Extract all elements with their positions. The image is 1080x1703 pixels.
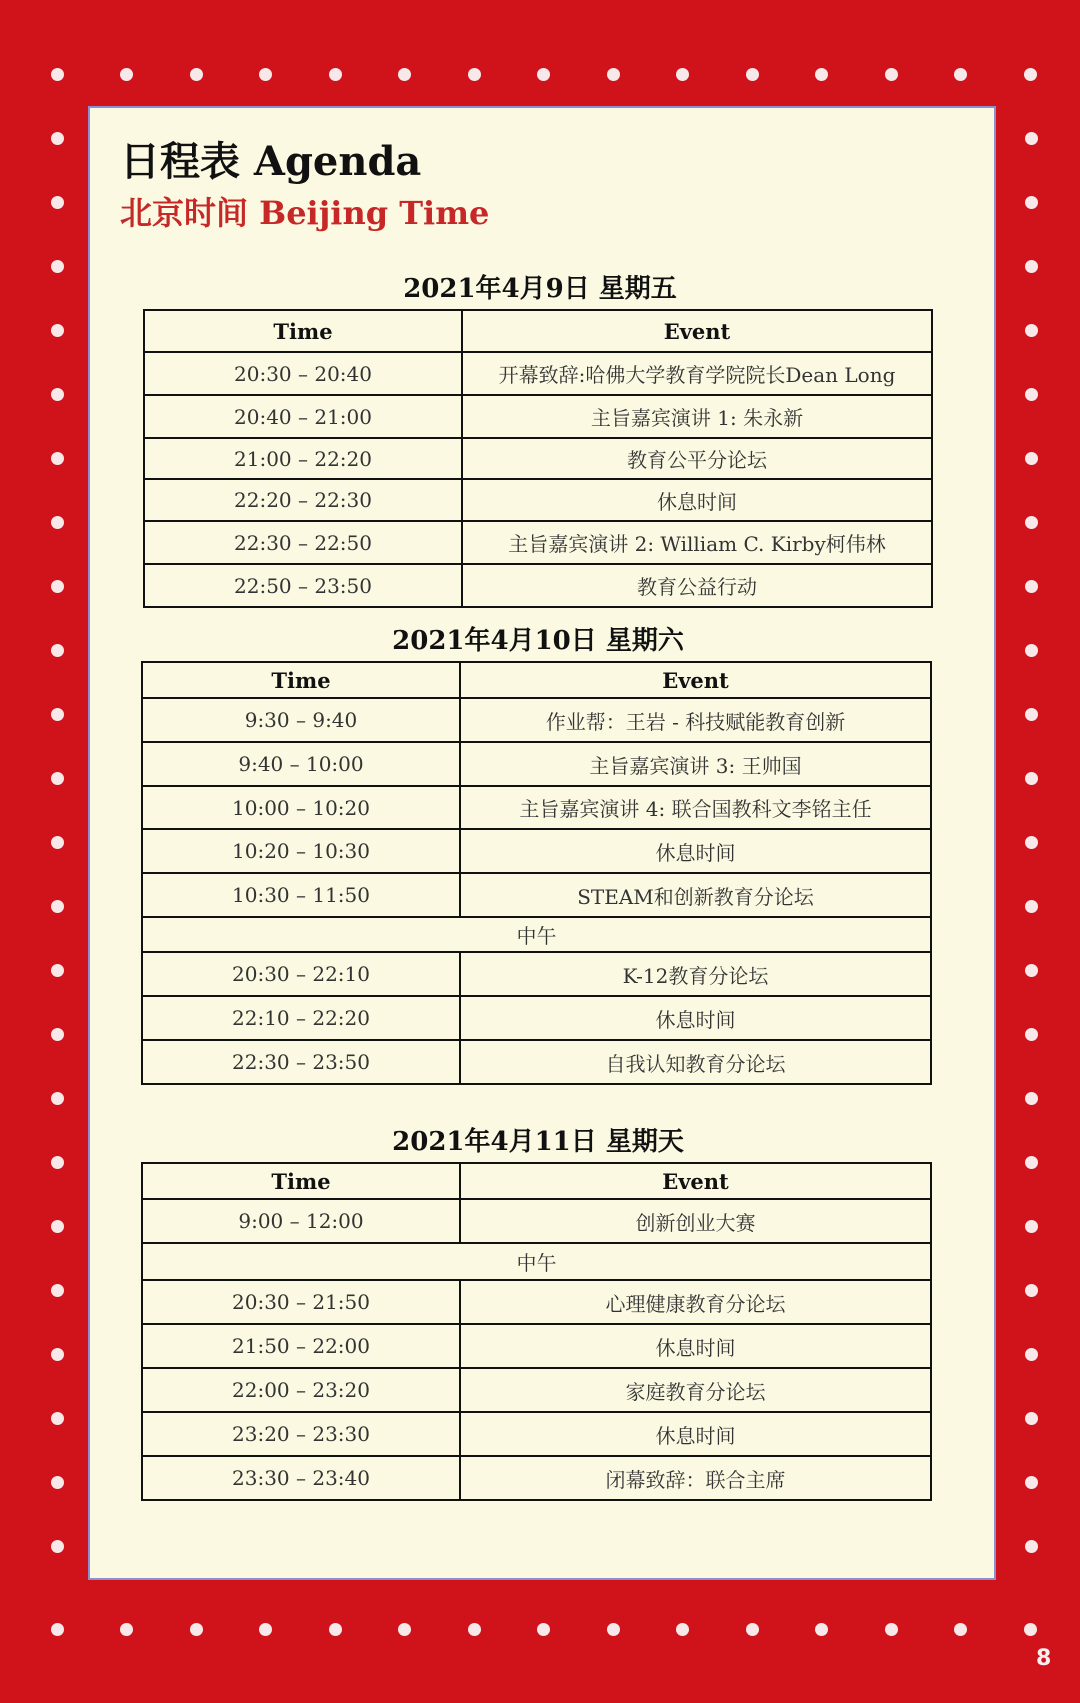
- border-dot: [954, 68, 967, 81]
- border-dot: [1025, 260, 1038, 273]
- event-column-header: Event: [460, 1163, 931, 1199]
- border-dot: [51, 68, 64, 81]
- table-row: [144, 395, 932, 438]
- noon-break-cell: 中午: [142, 917, 931, 952]
- border-dot: [51, 1412, 64, 1425]
- border-dot: [51, 836, 64, 849]
- border-dot: [1025, 1540, 1038, 1553]
- time-cell: 9:00 – 12:00: [142, 1199, 460, 1243]
- border-dot: [51, 1028, 64, 1041]
- border-dot: [51, 1348, 64, 1361]
- border-dot: [1025, 772, 1038, 785]
- border-dot: [398, 1623, 411, 1636]
- page-title: 日程表 Agenda: [120, 138, 422, 185]
- time-cell: 20:30 – 22:10: [142, 952, 460, 996]
- event-cell: 家庭教育分论坛: [460, 1368, 931, 1412]
- border-dot: [746, 68, 759, 81]
- event-cell: 主旨嘉宾演讲 4: 联合国教科文李铭主任: [460, 786, 931, 829]
- border-dot: [51, 516, 64, 529]
- border-dot: [885, 1623, 898, 1636]
- event-cell: 休息时间: [460, 1324, 931, 1368]
- border-dot: [51, 388, 64, 401]
- border-dot: [1025, 836, 1038, 849]
- table-row: [142, 742, 931, 786]
- time-column-header: Time: [142, 1163, 460, 1199]
- time-column-header: Time: [142, 662, 460, 698]
- border-dot: [1025, 1220, 1038, 1233]
- border-dot: [1025, 644, 1038, 657]
- time-cell: 22:30 – 23:50: [142, 1040, 460, 1084]
- border-dot: [51, 580, 64, 593]
- table-header-row: [144, 310, 932, 352]
- border-dot: [815, 68, 828, 81]
- table-row: [142, 1040, 931, 1084]
- event-cell: 开幕致辞:哈佛大学教育学院院长Dean Long: [462, 352, 932, 395]
- time-cell: 22:00 – 23:20: [142, 1368, 460, 1412]
- table-row: [144, 352, 932, 395]
- border-dot: [1025, 964, 1038, 977]
- border-dot: [537, 1623, 550, 1636]
- border-dot: [885, 68, 898, 81]
- border-dot: [51, 196, 64, 209]
- border-dot: [1025, 1412, 1038, 1425]
- border-dot: [51, 1540, 64, 1553]
- border-dot: [815, 1623, 828, 1636]
- event-cell: 休息时间: [462, 479, 932, 521]
- border-dot: [398, 68, 411, 81]
- border-dot: [468, 1623, 481, 1636]
- border-dot: [1025, 1028, 1038, 1041]
- event-cell: 主旨嘉宾演讲 1: 朱永新: [462, 395, 932, 438]
- border-dot: [1024, 68, 1037, 81]
- border-dot: [676, 68, 689, 81]
- event-cell: 作业帮：王岩 - 科技赋能教育创新: [460, 698, 931, 742]
- event-cell: 主旨嘉宾演讲 3: 王帅国: [460, 742, 931, 786]
- event-cell: 主旨嘉宾演讲 2: William C. Kirby柯伟林: [462, 521, 932, 564]
- table-row: [142, 829, 931, 873]
- day-heading-apr10: 2021年4月10日 星期六: [392, 626, 684, 656]
- table-row: [142, 1324, 931, 1368]
- border-dot: [120, 68, 133, 81]
- border-dot: [1024, 1623, 1037, 1636]
- time-cell: 9:30 – 9:40: [142, 698, 460, 742]
- table-row: [142, 786, 931, 829]
- border-dot: [1025, 900, 1038, 913]
- border-dot: [259, 1623, 272, 1636]
- event-cell: 心理健康教育分论坛: [460, 1280, 931, 1324]
- time-cell: 22:20 – 22:30: [144, 479, 462, 521]
- time-cell: 9:40 – 10:00: [142, 742, 460, 786]
- border-dot: [676, 1623, 689, 1636]
- border-dot: [1025, 1348, 1038, 1361]
- time-cell: 23:30 – 23:40: [142, 1456, 460, 1500]
- border-dot: [468, 68, 481, 81]
- event-cell: 休息时间: [460, 829, 931, 873]
- border-dot: [537, 68, 550, 81]
- time-cell: 22:10 – 22:20: [142, 996, 460, 1040]
- border-dot: [51, 260, 64, 273]
- time-cell: 20:40 – 21:00: [144, 395, 462, 438]
- timezone-subtitle: 北京时间 Beijing Time: [120, 194, 490, 232]
- border-dot: [1025, 1476, 1038, 1489]
- border-dot: [51, 1284, 64, 1297]
- table-row: [144, 479, 932, 521]
- table-row: [142, 917, 931, 952]
- time-cell: 22:30 – 22:50: [144, 521, 462, 564]
- time-cell: 20:30 – 21:50: [142, 1280, 460, 1324]
- border-dot: [51, 900, 64, 913]
- time-column-header: Time: [144, 310, 462, 352]
- table-row: [142, 996, 931, 1040]
- border-dot: [190, 1623, 203, 1636]
- table-row: [142, 1199, 931, 1243]
- border-dot: [1025, 580, 1038, 593]
- border-dot: [746, 1623, 759, 1636]
- event-cell: 自我认知教育分论坛: [460, 1040, 931, 1084]
- border-dot: [1025, 324, 1038, 337]
- table-row: [142, 873, 931, 917]
- table-row: [144, 438, 932, 479]
- border-dot: [607, 1623, 620, 1636]
- border-dot: [1025, 452, 1038, 465]
- border-dot: [190, 68, 203, 81]
- table-row: [142, 1456, 931, 1500]
- border-dot: [259, 68, 272, 81]
- day-heading-apr11: 2021年4月11日 星期天: [392, 1127, 684, 1157]
- border-dot: [607, 68, 620, 81]
- time-cell: 21:50 – 22:00: [142, 1324, 460, 1368]
- time-cell: 10:30 – 11:50: [142, 873, 460, 917]
- border-dot: [954, 1623, 967, 1636]
- border-dot: [51, 452, 64, 465]
- table-row: [142, 1243, 931, 1280]
- agenda-table-apr11: [141, 1162, 932, 1501]
- event-cell: 创新创业大赛: [460, 1199, 931, 1243]
- border-dot: [329, 68, 342, 81]
- table-row: [142, 1368, 931, 1412]
- day-heading-apr9: 2021年4月9日 星期五: [403, 274, 677, 304]
- border-dot: [1025, 388, 1038, 401]
- time-cell: 20:30 – 20:40: [144, 352, 462, 395]
- event-cell: 教育公平分论坛: [462, 438, 932, 479]
- border-dot: [51, 1476, 64, 1489]
- border-dot: [51, 644, 64, 657]
- border-dot: [51, 132, 64, 145]
- border-dot: [1025, 516, 1038, 529]
- page-number: 8: [1036, 1646, 1052, 1671]
- event-cell: 休息时间: [460, 996, 931, 1040]
- event-column-header: Event: [462, 310, 932, 352]
- border-dot: [1025, 132, 1038, 145]
- table-row: [142, 952, 931, 996]
- border-dot: [51, 1623, 64, 1636]
- border-dot: [51, 324, 64, 337]
- table-row: [142, 1280, 931, 1324]
- border-dot: [1025, 196, 1038, 209]
- event-cell: STEAM和创新教育分论坛: [460, 873, 931, 917]
- event-cell: 休息时间: [460, 1412, 931, 1456]
- border-dot: [51, 1092, 64, 1105]
- border-dot: [329, 1623, 342, 1636]
- table-row: [142, 1412, 931, 1456]
- time-cell: 23:20 – 23:30: [142, 1412, 460, 1456]
- border-dot: [51, 708, 64, 721]
- table-header-row: [142, 662, 931, 698]
- event-cell: 教育公益行动: [462, 564, 932, 607]
- border-dot: [120, 1623, 133, 1636]
- agenda-table-apr10: [141, 661, 932, 1085]
- border-dot: [1025, 1092, 1038, 1105]
- table-row: [142, 698, 931, 742]
- border-dot: [51, 1156, 64, 1169]
- agenda-table-apr9: [143, 309, 933, 608]
- border-dot: [1025, 1284, 1038, 1297]
- event-cell: 闭幕致辞：联合主席: [460, 1456, 931, 1500]
- table-row: [144, 521, 932, 564]
- time-cell: 21:00 – 22:20: [144, 438, 462, 479]
- time-cell: 10:20 – 10:30: [142, 829, 460, 873]
- time-cell: 10:00 – 10:20: [142, 786, 460, 829]
- border-dot: [51, 1220, 64, 1233]
- table-row: [144, 564, 932, 607]
- event-column-header: Event: [460, 662, 931, 698]
- time-cell: 22:50 – 23:50: [144, 564, 462, 607]
- border-dot: [51, 772, 64, 785]
- noon-break-cell: 中午: [142, 1243, 931, 1280]
- border-dot: [1025, 708, 1038, 721]
- event-cell: K-12教育分论坛: [460, 952, 931, 996]
- border-dot: [51, 964, 64, 977]
- border-dot: [1025, 1156, 1038, 1169]
- table-header-row: [142, 1163, 931, 1199]
